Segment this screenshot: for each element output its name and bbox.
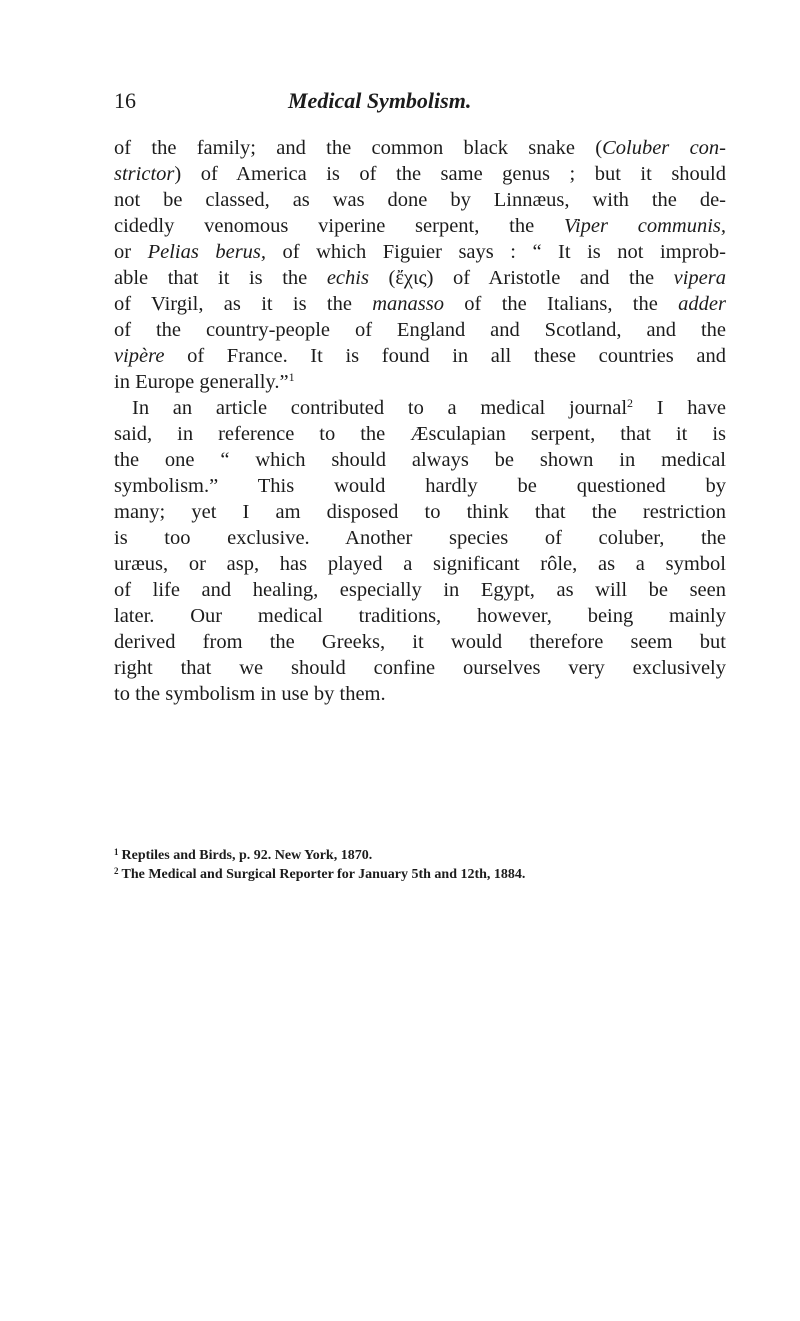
page-number: 16 xyxy=(114,88,136,113)
text-line: in Europe generally.”$^1$ xyxy=(114,370,295,393)
text-line: symbolism.” This would hardly be questioned by xyxy=(114,475,726,497)
text-line: able that it is the echis (ἔχις) of Aristotle and the vipera xyxy=(114,267,727,289)
text-line: or Pelias berus, of which Figuier says : “ It is not improb- xyxy=(114,241,727,263)
footnote-text: Reptiles and Birds, p. 92. New York, 1870. xyxy=(121,848,373,863)
text-line: strictor) of America is of the same genus ; but it should xyxy=(114,163,726,185)
text-line: of Virgil, as it is the manasso of the Italians, the adder xyxy=(114,293,726,315)
footnote-ref: 2 xyxy=(627,396,634,410)
footnote-text: The Medical and Surgical Reporter for January 5th and 12th, 1884. xyxy=(121,867,526,882)
footnote xyxy=(114,862,726,881)
body-text xyxy=(114,135,726,707)
text-line: vipère of France. It is found in all these countries and xyxy=(114,345,726,367)
text-line: later. Our medical traditions, however, being mainly xyxy=(114,605,726,627)
footnote-ref: 1 xyxy=(288,370,295,384)
text-line: In an article contributed to a medical journal$^2$ I have xyxy=(132,396,726,419)
text-line: cidedly venomous viperine serpent, the Viper communis, xyxy=(114,215,726,237)
text-line: to the symbolism in use by them. xyxy=(114,683,386,705)
footnote-mark: 1 xyxy=(114,847,119,857)
text-line: derived from the Greeks, it would therefore seem but xyxy=(114,631,726,653)
text-line: of the country-people of England and Scotland, and the xyxy=(114,319,726,341)
text-line: not be classed, as was done by Linnæus, with the de- xyxy=(114,189,726,211)
footnote-mark: 2 xyxy=(114,866,119,876)
text-line: the one “ which should always be shown in medical xyxy=(114,449,726,471)
text-line: many; yet I am disposed to think that the restriction xyxy=(114,501,726,523)
text-line: of life and healing, especially in Egypt, as will be seen xyxy=(114,579,726,601)
running-head xyxy=(114,85,724,117)
running-title: Medical Symbolism. xyxy=(288,88,472,113)
text-line: uræus, or asp, has played a significant rôle, as a symbol xyxy=(114,553,726,575)
text-line: is too exclusive. Another species of coluber, the xyxy=(114,527,726,549)
footnotes xyxy=(114,843,726,881)
footnote xyxy=(114,843,726,862)
text-line: right that we should confine ourselves very exclusively xyxy=(114,657,726,679)
text-line: said, in reference to the Æsculapian serpent, that it is xyxy=(114,423,726,445)
text-line: of the family; and the common black snake (Coluber con- xyxy=(114,137,727,159)
